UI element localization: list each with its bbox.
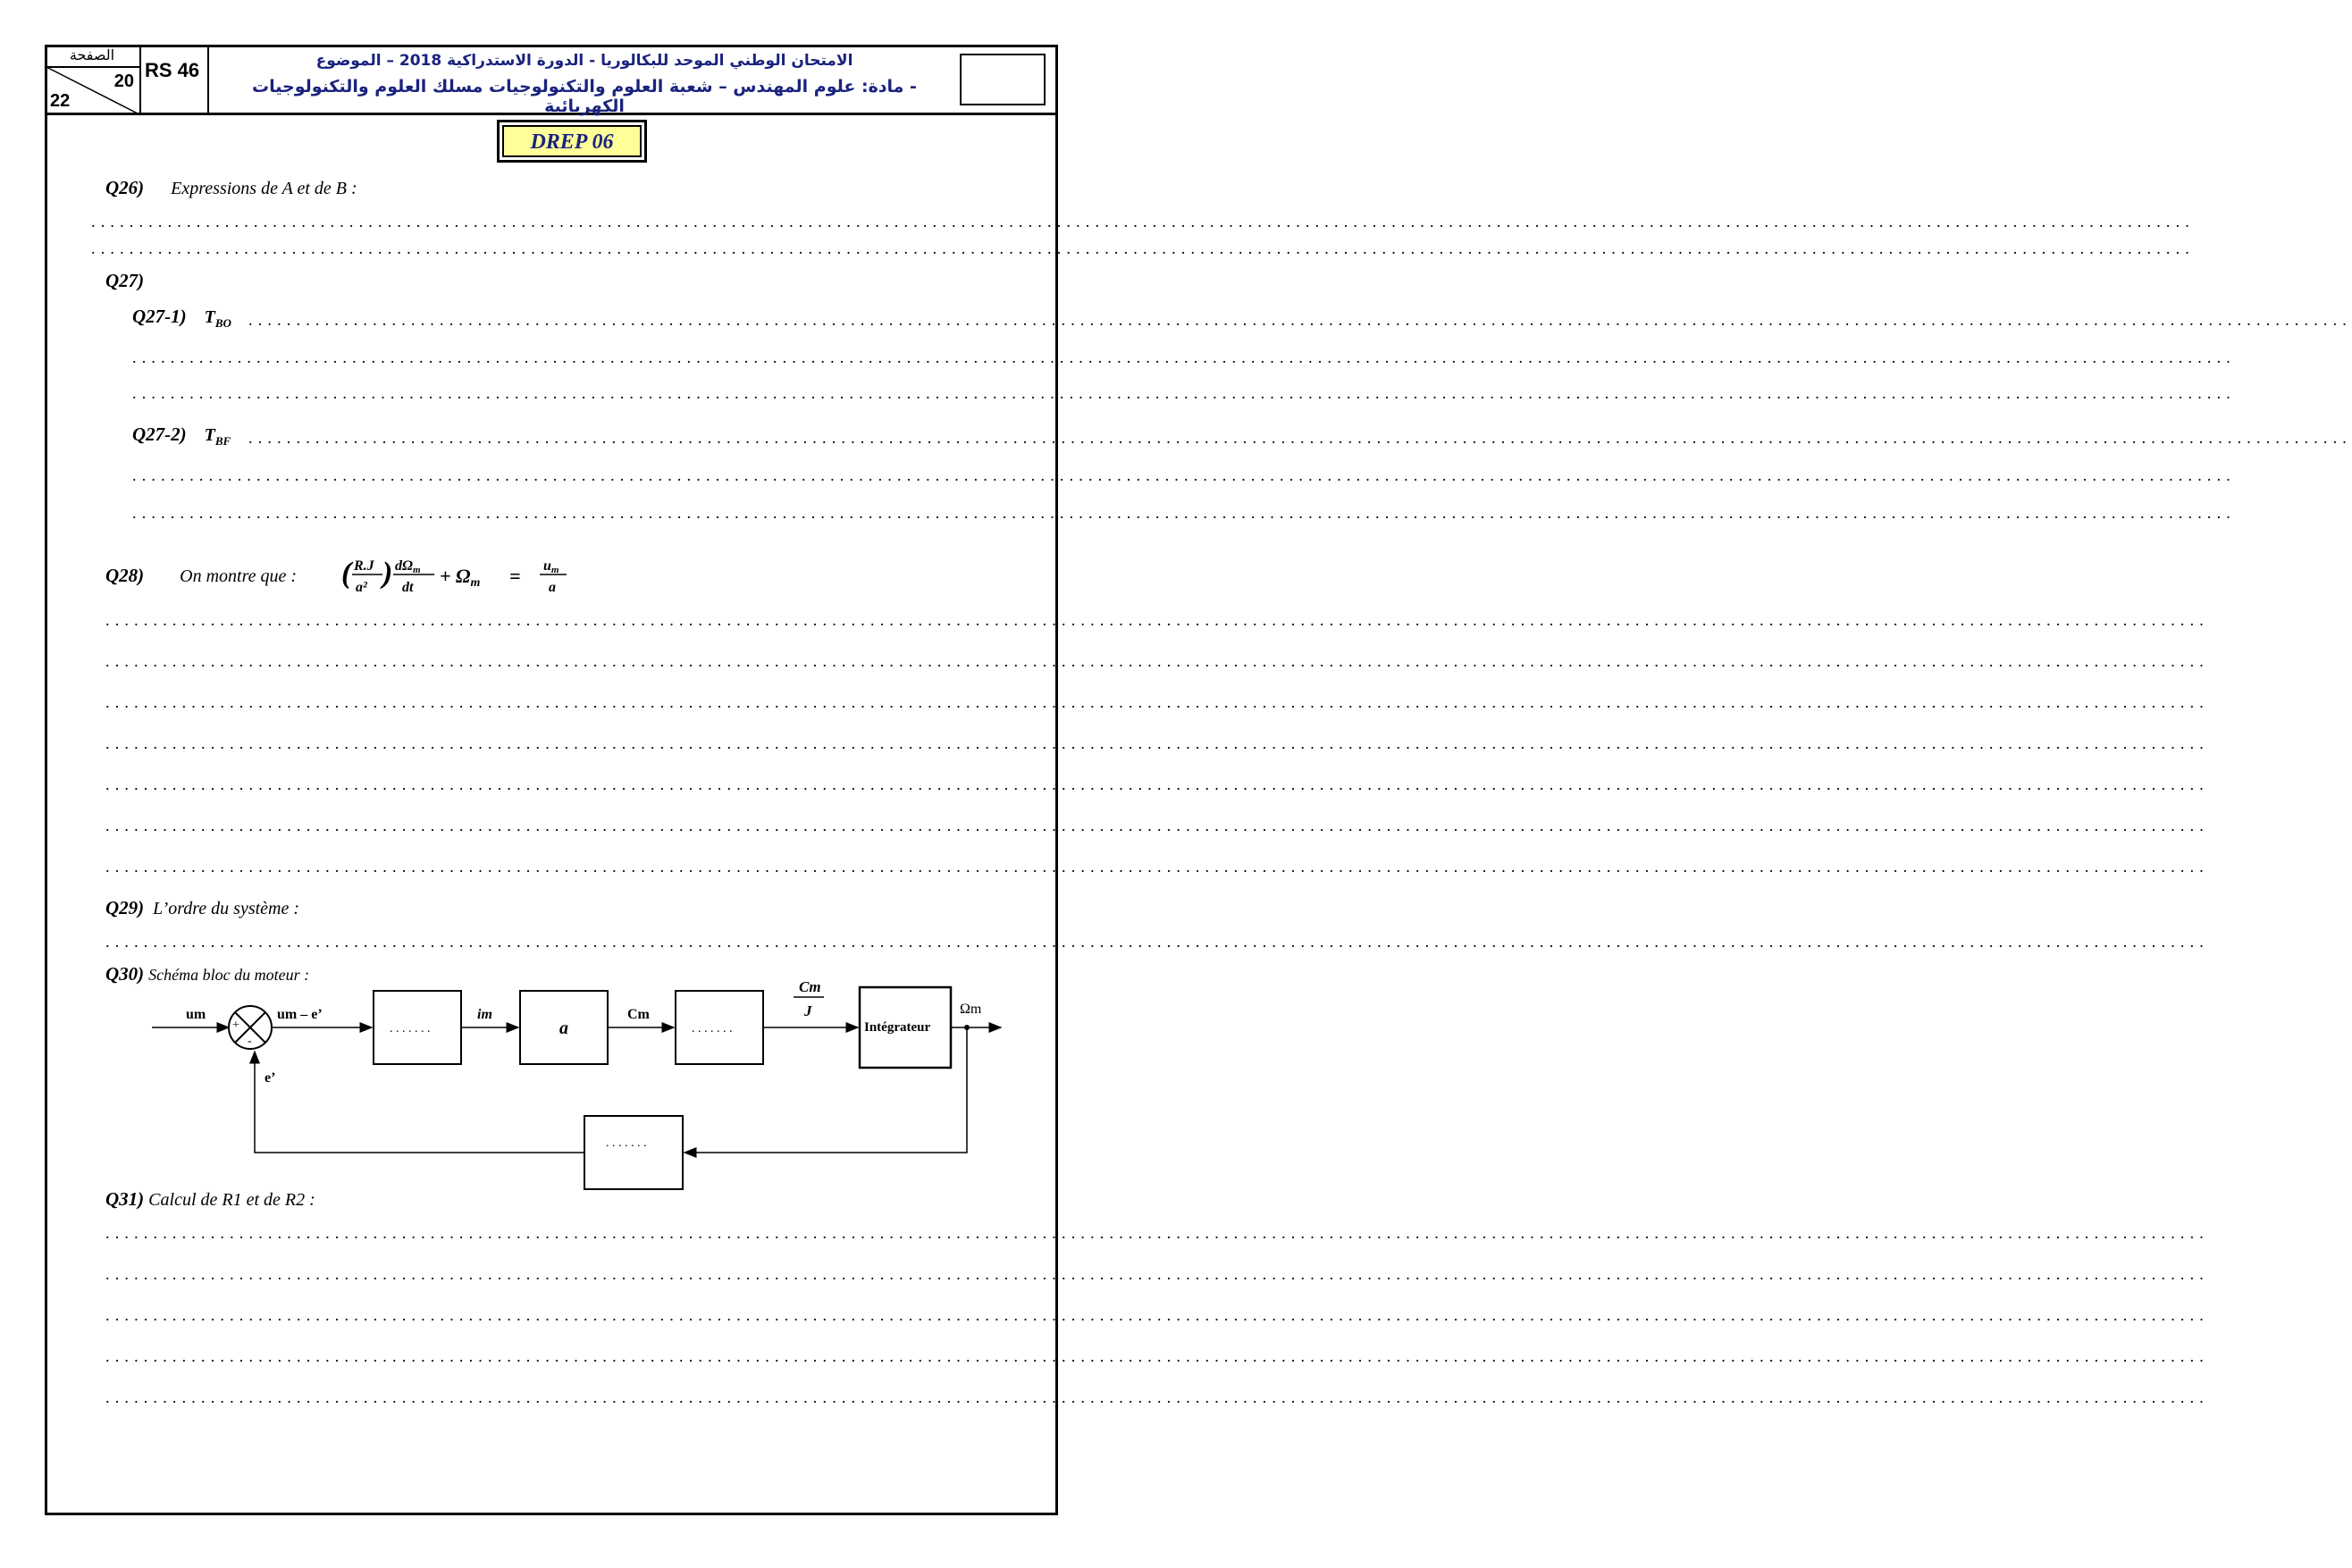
title-line-2: - مادة: علوم المهندس – شعبة العلوم والتكنولوجيات مسلك العلوم والتكنولوجيات الكهربائية xyxy=(252,77,917,116)
q31-number: Q31) xyxy=(105,1188,145,1210)
svg-text:a²: a² xyxy=(356,580,367,595)
answer-line[interactable]: ............................................................................................................................................................................................................................ xyxy=(105,1388,2209,1406)
answer-line[interactable]: ............................................................................................................................................................................................................................ xyxy=(105,1306,2209,1324)
output-label: Ωm xyxy=(960,1002,982,1017)
answer-line[interactable]: ............................................................................................................................................................................................................................ xyxy=(132,384,2236,402)
block-a-label: a xyxy=(559,1019,568,1038)
svg-text:+ Ωm: + Ωm xyxy=(440,565,481,590)
svg-text:dΩm: dΩm xyxy=(395,558,421,575)
exam-code xyxy=(141,45,209,114)
svg-text:R.J: R.J xyxy=(354,558,374,574)
page-total: 22 xyxy=(50,91,71,111)
tbo-sub: BO xyxy=(214,316,231,330)
exam-code-text: RS 46 xyxy=(145,59,200,81)
answer-line[interactable]: ............................................................................................................................................................................................................................ xyxy=(105,1347,2209,1365)
answer-line[interactable]: ............................................................................................................................................................................................................................ xyxy=(132,466,2236,484)
torque-label: Cm xyxy=(627,1007,650,1022)
tbf-label: T xyxy=(204,425,215,445)
current-label: im xyxy=(477,1007,492,1022)
motor-equation xyxy=(341,552,592,599)
answer-line[interactable]: ............................................................................................................................................................................................................................ xyxy=(105,858,2209,876)
answer-line[interactable]: ............................................................................................................................................................................................................................ xyxy=(105,693,2209,711)
tbf-sub: BF xyxy=(214,434,231,448)
feedback-return xyxy=(255,1052,584,1153)
q31-text: Calcul de R1 et de R2 : xyxy=(148,1190,315,1210)
feedback-label: e’ xyxy=(265,1070,276,1086)
answer-line[interactable]: ............................................................................................................................................................................................................................ xyxy=(105,1265,2209,1283)
answer-line[interactable]: ............................................................................................................................................................................................................................ xyxy=(105,817,2209,834)
q29-number: Q29) xyxy=(105,897,145,918)
frac-den: J xyxy=(804,1002,812,1019)
page-current: 20 xyxy=(113,71,134,91)
block-1-placeholder: . . . . . . . xyxy=(390,1022,431,1036)
svg-text:dt: dt xyxy=(402,580,414,595)
answer-line[interactable]: ............................................................................................................................................................................................................................ xyxy=(105,1224,2209,1242)
block-3-placeholder: . . . . . . . xyxy=(692,1022,733,1036)
error-label: um – e’ xyxy=(277,1007,323,1022)
q27-1-number: Q27-1) xyxy=(132,306,187,327)
tbo-label: T xyxy=(204,307,215,327)
svg-text:): ) xyxy=(382,557,393,590)
input-label: um xyxy=(186,1007,206,1022)
answer-line[interactable]: ............................................................................................................................................................................................................................ xyxy=(105,611,2209,629)
answer-line[interactable]: ............................................................................................................................................................................................................................ xyxy=(105,652,2209,670)
page-counter xyxy=(45,45,141,114)
answer-line[interactable]: ............................................................................................................................................................................................................................ xyxy=(91,213,2195,231)
q30-text: Schéma bloc du moteur : xyxy=(148,966,310,984)
q27-2 xyxy=(132,423,231,449)
svg-text:=: = xyxy=(509,565,521,587)
plus-sign: + xyxy=(232,1019,239,1032)
grade-box xyxy=(960,54,1046,105)
drep-badge xyxy=(497,120,647,163)
q28-text: On montre que : xyxy=(180,566,298,586)
answer-line[interactable]: ............................................................................................................................................................................................................................ xyxy=(105,776,2209,793)
answer-line[interactable]: ............................................................................................................................................................................................................................ xyxy=(132,348,2236,366)
answer-line[interactable]: ............................................................................................................................................................................................................................ xyxy=(105,734,2209,752)
frac-num: Cm xyxy=(799,978,821,995)
q28-number: Q28) xyxy=(105,565,145,586)
q27-2-number: Q27-2) xyxy=(132,423,187,445)
q30-number: Q30) xyxy=(105,963,145,985)
answer-line[interactable]: ............................................................................................................................................................................................................................ xyxy=(91,239,2195,257)
exam-title xyxy=(209,45,960,114)
q27 xyxy=(105,270,144,292)
feedback-block xyxy=(584,1116,683,1189)
q27-number: Q27) xyxy=(105,270,145,291)
q26-text: Expressions de A et de B : xyxy=(171,179,357,198)
feedback-placeholder: . . . . . . . xyxy=(606,1136,647,1150)
page-label: الصفحة xyxy=(45,46,139,68)
integrator-label: Intégrateur xyxy=(864,1020,931,1035)
q28 xyxy=(105,565,297,587)
answer-line[interactable]: ............................................................................................................................................................................................................................ xyxy=(105,933,2209,951)
drep-label: DREP 06 xyxy=(502,125,642,157)
title-line-1: الامتحان الوطني الموحد للبكالوريا - الدورة الاستدراكية 2018 – الموضوع xyxy=(315,52,853,70)
q31 xyxy=(105,1188,315,1211)
svg-text:a: a xyxy=(549,580,556,595)
q27-1 xyxy=(132,306,231,331)
answer-line[interactable]: ............................................................................................................................................................................................................................ xyxy=(248,311,2352,329)
q26 xyxy=(105,177,357,199)
q26-number: Q26) xyxy=(105,177,145,198)
q29-text: L’ordre du système : xyxy=(153,899,300,918)
q29 xyxy=(105,897,299,919)
answer-line[interactable]: ............................................................................................................................................................................................................................ xyxy=(132,504,2236,522)
minus-sign: - xyxy=(248,1035,252,1048)
block-diagram xyxy=(152,969,1028,1193)
answer-line[interactable]: ............................................................................................................................................................................................................................ xyxy=(248,429,2352,447)
svg-text:(: ( xyxy=(341,557,352,590)
svg-text:um: um xyxy=(543,558,559,575)
